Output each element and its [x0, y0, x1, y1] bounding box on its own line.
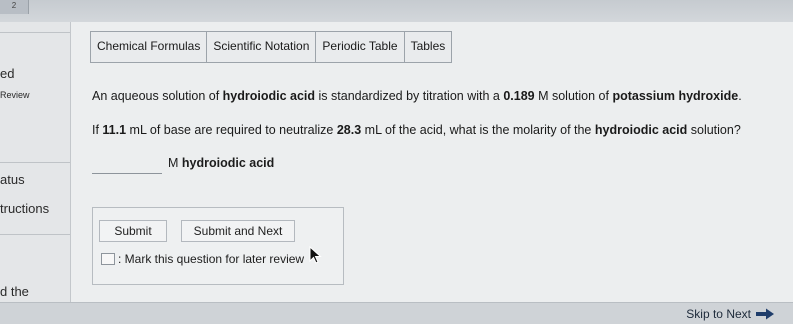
- question-emphasis: 28.3: [336, 123, 362, 137]
- question-text: is standardized by titration with a: [315, 89, 504, 103]
- question-text: .: [738, 89, 742, 103]
- submit-panel: [92, 207, 344, 285]
- sidebar-item-review[interactable]: Review: [0, 90, 30, 100]
- tab-scientific-notation[interactable]: Scientific Notation: [207, 32, 316, 62]
- answer-unit-prefix: M: [168, 156, 182, 170]
- sidebar-divider: [0, 234, 70, 235]
- review-checkbox-label: : Mark this question for later review: [118, 252, 305, 266]
- question-emphasis: hydroiodic acid: [594, 123, 688, 137]
- question-line-2: [92, 123, 741, 137]
- question-emphasis: hydroiodic acid: [222, 89, 316, 103]
- reference-tabs: [90, 31, 452, 63]
- bottom-bar: [0, 302, 793, 324]
- question-line-1: [92, 89, 742, 103]
- question-text: mL of base are required to neutralize: [126, 123, 337, 137]
- submit-and-next-button[interactable]: Submit and Next: [181, 220, 295, 242]
- question-text: mL of the acid, what is the molarity of the: [361, 123, 595, 137]
- submit-button[interactable]: Submit: [99, 220, 167, 242]
- question-text: An aqueous solution of: [92, 89, 223, 103]
- sidebar: [0, 22, 71, 302]
- window-tab[interactable]: [0, 0, 29, 14]
- answer-input[interactable]: [92, 173, 162, 174]
- sidebar-item-instructions[interactable]: tructions: [0, 201, 50, 216]
- sidebar-divider: [0, 32, 70, 33]
- sidebar-divider: [0, 162, 70, 163]
- sidebar-item-status[interactable]: atus: [0, 172, 25, 187]
- question-text: solution?: [687, 123, 741, 137]
- question-emphasis: potassium hydroxide: [612, 89, 739, 103]
- answer-unit-label: [168, 156, 274, 170]
- question-text: If: [92, 123, 103, 137]
- tab-tables[interactable]: Tables: [410, 39, 446, 53]
- skip-to-next-link[interactable]: Skip to Next: [686, 307, 751, 321]
- review-checkbox[interactable]: [101, 253, 115, 265]
- mouse-cursor-icon: [309, 246, 323, 264]
- window-tab-label: 2: [11, 1, 17, 10]
- question-emphasis: 11.1: [102, 123, 127, 137]
- arrow-right-icon[interactable]: [755, 308, 775, 320]
- tab-periodic-table[interactable]: Periodic Table: [316, 32, 404, 62]
- question-emphasis: 0.189: [503, 89, 535, 103]
- sidebar-item-fragment-1[interactable]: ed: [0, 66, 15, 81]
- tab-chemical-formulas[interactable]: Chemical Formulas: [91, 32, 207, 62]
- answer-unit-name: hydroiodic acid: [181, 156, 275, 170]
- question-text: M solution of: [534, 89, 613, 103]
- sidebar-item-fragment-5[interactable]: d the: [0, 284, 29, 299]
- top-bar: [0, 0, 793, 22]
